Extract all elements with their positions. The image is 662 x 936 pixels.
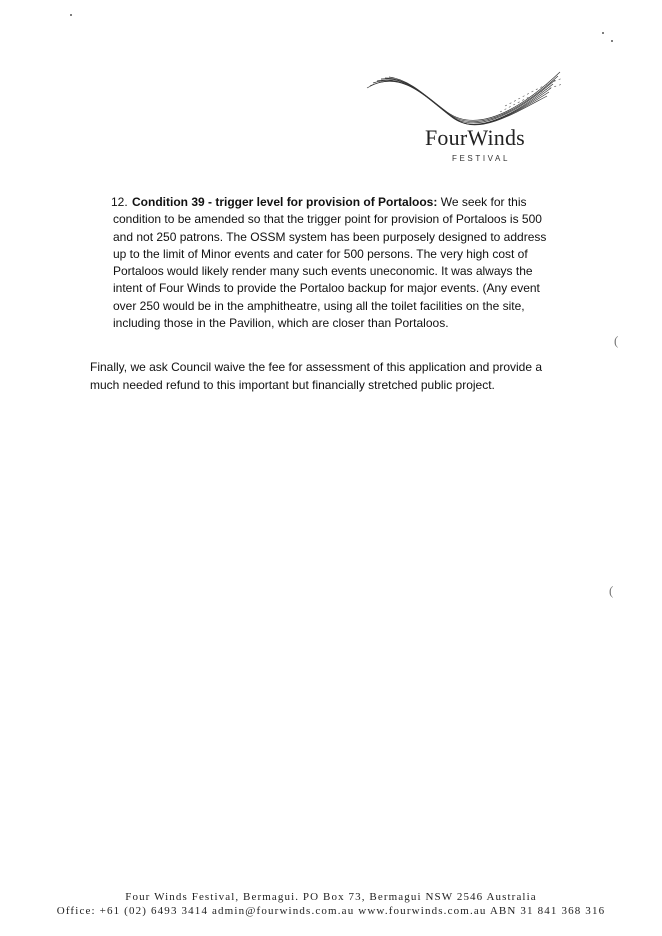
condition-body: We seek for this condition to be amended so that the trigger point for provision of Portaloos is 500 and not 250 patrons. The OSSM system has been purposely designed to address up to the limit of Minor events and cater for 500 persons. The very high cost of Portaloos would likely render many such events uneconomic. It was always the intent of Four Winds to provide the Portaloo backup for major events. (Any event over 250 would be in the amphitheatre, using all the toilet facilities on the site, including those in the Pavilion, which are closer than Portaloos. (113, 195, 547, 331)
condition-item (113, 194, 553, 332)
margin-mark: ( (614, 333, 619, 348)
condition-heading: Condition 39 - trigger level for provision of Portaloos: (132, 195, 438, 209)
footer-address: Four Winds Festival, Bermagui. PO Box 73, Bermagui NSW 2546 Australia (125, 891, 537, 903)
scan-speck (602, 32, 604, 34)
condition-text (113, 194, 553, 332)
margin-mark: ( (609, 583, 614, 598)
four-winds-logo (355, 66, 565, 166)
closing-paragraph: Finally, we ask Council waive the fee for assessment of this application and provide a much needed refund to this important but financially stretched public project. (90, 360, 543, 392)
scan-speck (70, 14, 72, 16)
logo-subtitle: FESTIVAL (452, 154, 510, 163)
logo-wordmark: FourWinds (425, 125, 525, 150)
footer-contact: Office: +61 (02) 6493 3414 admin@fourwinds.com.au www.fourwinds.com.au ABN 31 841 368 316 (56, 905, 606, 917)
scan-speck (611, 40, 613, 42)
condition-number: 12. (111, 195, 128, 209)
